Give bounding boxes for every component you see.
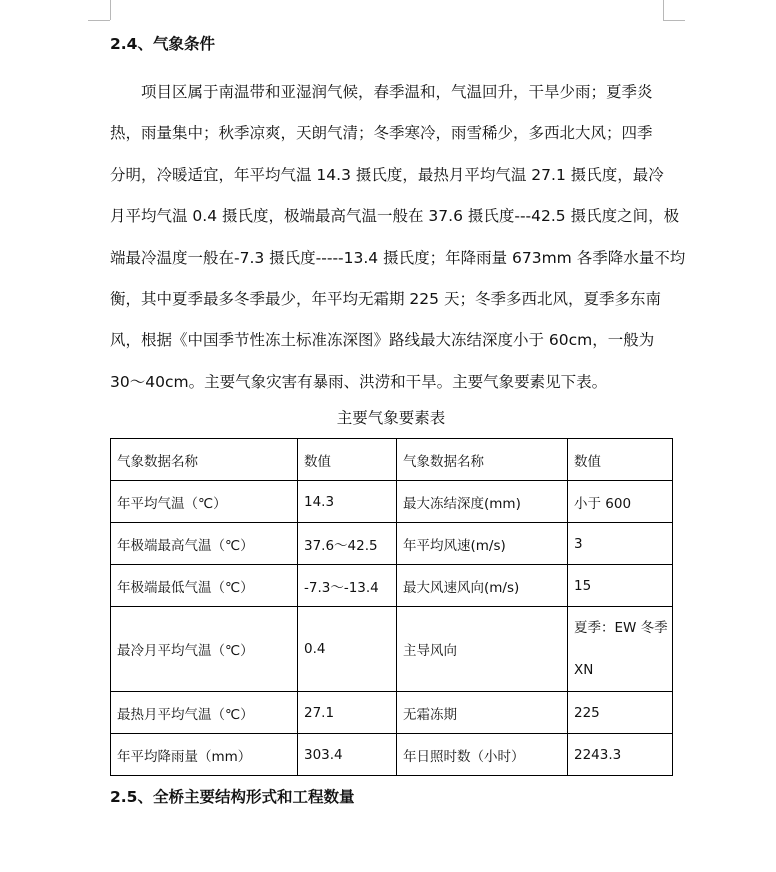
- table-cell: 225: [568, 692, 673, 734]
- table-row: [111, 692, 673, 734]
- section-heading-2-5: 2.5、全桥主要结构形式和工程数量: [110, 788, 355, 806]
- table-cell: 无霜冻期: [397, 692, 568, 734]
- paragraph-line: 30～40cm。主要气象灾害有暴雨、洪涝和干旱。主要气象要素见下表。: [110, 372, 608, 391]
- header-cell: 气象数据名称: [397, 439, 568, 481]
- table-cell: 37.6～42.5: [298, 523, 397, 565]
- table-cell: 年平均风速(m/s): [397, 523, 568, 565]
- table-row: [111, 607, 673, 692]
- paragraph-line: 分明，冷暖适宜，年平均气温 14.3 摄氏度，最热月平均气温 27.1 摄氏度，最冷: [110, 165, 664, 184]
- crop-mark-right-horizontal: [663, 20, 685, 21]
- table-cell: 0.4: [298, 607, 397, 692]
- paragraph-line: 端最冷温度一般在-7.3 摄氏度-----13.4 摄氏度；年降雨量 673mm 各季降水量不均: [110, 248, 686, 267]
- section-heading-2-4: 2.4、气象条件: [110, 35, 215, 53]
- table-cell: 年平均气温（℃）: [111, 481, 298, 523]
- table-cell: 年极端最低气温（℃）: [111, 565, 298, 607]
- table-row: [111, 523, 673, 565]
- paragraph-line: 衡，其中夏季最多冬季最少，年平均无霜期 225 天；冬季多西北风，夏季多东南: [110, 289, 661, 308]
- table-cell: 最大冻结深度(mm): [397, 481, 568, 523]
- table-cell: 最大风速风向(m/s): [397, 565, 568, 607]
- table-cell: 夏季：EW 冬季 XN: [568, 607, 673, 692]
- table-cell: 小于 600: [568, 481, 673, 523]
- climate-paragraph: [110, 72, 686, 403]
- table-cell: 14.3: [298, 481, 397, 523]
- table-cell: 3: [568, 523, 673, 565]
- table-caption: 主要气象要素表: [336, 409, 446, 427]
- table-cell: 2243.3: [568, 734, 673, 776]
- weather-elements-table: [110, 438, 673, 776]
- table-cell: 15: [568, 565, 673, 607]
- table-cell: 主导风向: [397, 607, 568, 692]
- table-header-row: [111, 439, 673, 481]
- header-cell: 气象数据名称: [111, 439, 298, 481]
- paragraph-line: 项目区属于南温带和亚湿润气候，春季温和，气温回升，干旱少雨；夏季炎: [110, 83, 653, 101]
- paragraph-line: 月平均气温 0.4 摄氏度，极端最高气温一般在 37.6 摄氏度---42.5 摄氏度之间，极: [110, 207, 680, 226]
- crop-mark-right-vertical: [663, 0, 664, 20]
- crop-mark-left-horizontal: [88, 20, 110, 21]
- table-cell: 年平均降雨量（mm）: [111, 734, 298, 776]
- table-cell: 最冷月平均气温（℃）: [111, 607, 298, 692]
- paragraph-line: 风，根据《中国季节性冻土标准冻深图》路线最大冻结深度小于 60cm，一般为: [110, 331, 655, 350]
- table-cell: -7.3～-13.4: [298, 565, 397, 607]
- table-cell: 年日照时数（小时）: [397, 734, 568, 776]
- crop-mark-left-vertical: [110, 0, 111, 20]
- table-row: [111, 565, 673, 607]
- table-cell: 年极端最高气温（℃）: [111, 523, 298, 565]
- header-cell: 数值: [298, 439, 397, 481]
- table-cell: 最热月平均气温（℃）: [111, 692, 298, 734]
- paragraph-line: 热，雨量集中；秋季凉爽，天朗气清；冬季寒冷，雨雪稀少，多西北大风；四季: [110, 124, 653, 143]
- table-cell: 27.1: [298, 692, 397, 734]
- table-row: [111, 481, 673, 523]
- header-cell: 数值: [568, 439, 673, 481]
- table-cell: 303.4: [298, 734, 397, 776]
- table-row: [111, 734, 673, 776]
